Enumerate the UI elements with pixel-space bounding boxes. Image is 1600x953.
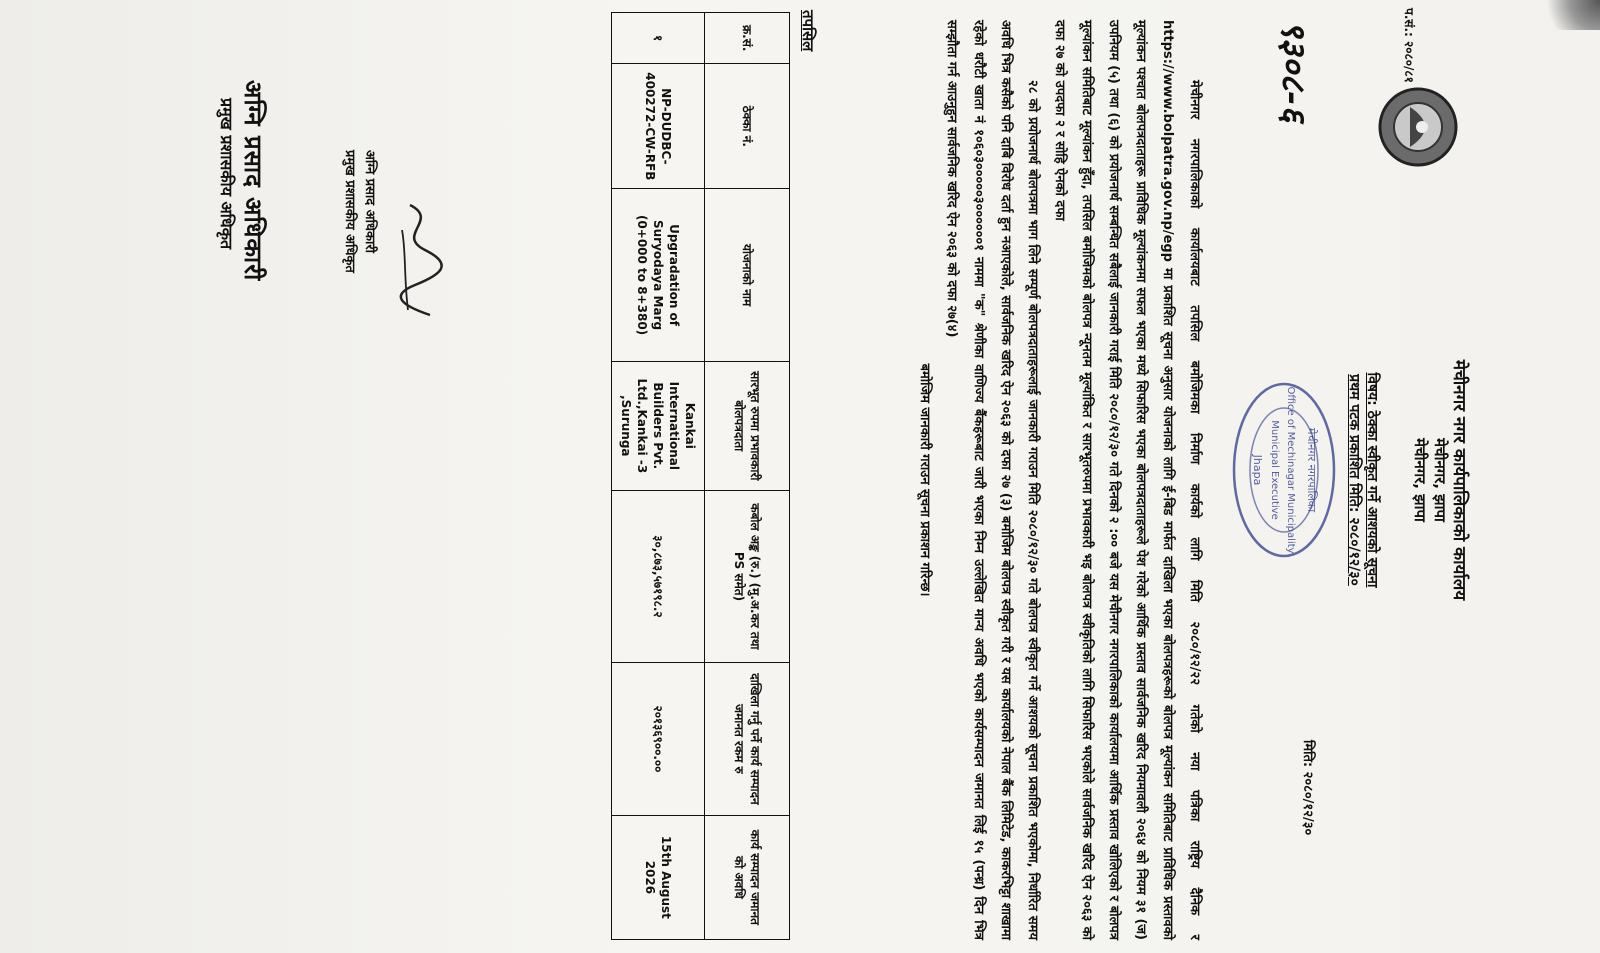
body-paragraph-2: २८ को प्रयोजनार्थ बोलपत्रमा भाग लिने सम्पूर्ण बोलपत्रदाताहरूलाई जानकारी गराउन मिति २०८०/१२/३० गते बोलपत्र स्वीकृत गर्ने आशयको सूचना प्रकाशित भएकोमा, निर्धारित समय अवधि भित्र कसैको पनि दाबि विरोध दर्ता हुन नआएकोले, सार्वजनिक खरिद ऐन २०६३ को दफा २७ (३) बमोजिम बोलपत्र स्वीकृत गरी र यस कार्यालयको नेपाल बैंक लिमिटेड, काकरभिट्टा शाखामा रहेको धरौटी खाता नं १०६०३०००००३००००००१ नाममा "क" श्रेणीका वाणिज्य बैंकहरूबाट जारी भएका निम्न उल्लेखित मान्य अवधि भएको कार्यसम्पादन जमानत लिई १५ (पन्ध्र) दिन भित्र सम्झौता गर्न आउनुहुन सार्वजनिक खरिद ऐन २०६३ को दफा २७(४) bbox=[944, 20, 1040, 940]
signature-icon bbox=[390, 200, 450, 320]
stamp-title: प्रमुख प्रशासकीय अधिकृत bbox=[217, 98, 236, 250]
tender-table bbox=[611, 12, 790, 940]
stamp-name: अग्नि प्रसाद अधिकारी bbox=[239, 80, 267, 282]
cell-sn: १ bbox=[612, 13, 705, 64]
header-contract-no: ठेक्का नं. bbox=[705, 64, 790, 189]
publication-date-line: प्रथम पटक प्रकाशित मिति: २०८०/१२/३० bbox=[1346, 374, 1362, 586]
seal-line-4: Jhapa bbox=[1251, 454, 1264, 486]
header-sn: क्र.सं. bbox=[705, 13, 790, 64]
header-project-name: योजनाको नाम bbox=[705, 189, 790, 361]
table-title: तपसिल bbox=[799, 10, 817, 52]
body-paragraph-1: मेचीनगर नगरपालिकाको कार्यालयबाट तपसिल बमोजिमका निर्माण कार्यको लागि मिति २०८०/१२/२२ गतेको नया पत्रिका राष्ट्रिय दैनिक र https://www.bolpatra.gov.np/egp मा प्रकाशित सूचना अनुसार योजनाको लागि ई-बिड मार्फत दाखिला भएका बोलपत्रहरूको बोलपत्र मूल्यांकन समितिबाट प्राविधिक प्रस्तावको मूल्यांकन पश्चात बोलपत्रदाताहरू प्राविधिक मूल्यांकनमा सफल भएका मध्ये सिफारिस भएका बोलपत्रदाताहरूले पेश गरेको आर्थिक प्रस्ताव सार्वजनिक खरिद नियमावली २०६४ को नियम ३१ (ज) उपनियम (५) तथा (६) को प्रयोजनार्थ सम्बन्धित सबैलाई जानकारी गराई मिति २०८०/१२/३० गते दिनको २ :०० बजे यस मेचीनगर नगरपालिकाको कार्यालयमा आर्थिक प्रस्ताव खोलिएको र बोलपत्र मूल्यांकन समितिबाट मूल्यांकन हुँदा, तपसिल बमोजिमको बोलपत्र न्यूनतम मूल्यांकित र सारभूतरुपमा प्रभावकारी भइ बोलपत्र स्वीकृतिको लागि सिफारिस भएकोले सार्वजनिक खरिद ऐन २०६३ को दफा २७ को उपदफा २ र सोहि ऐनको दफा bbox=[1052, 20, 1202, 940]
signatory-name: अग्नि प्रसाद अधिकारी bbox=[362, 150, 377, 254]
seal-line-3: Municipal Executive bbox=[1269, 420, 1280, 520]
reference-number: प.सं.: २०८०/८१ bbox=[1402, 8, 1416, 83]
office-location: मेचीनगर, झापा bbox=[1411, 438, 1429, 522]
body-closing: बमोजिम जानकारी गराउन सूचना प्रकाशन गरिन्छ। bbox=[917, 363, 932, 597]
cell-project-name: Upgradation of Suryodaya Marg (0+000 to 8+380) bbox=[612, 189, 705, 361]
cell-bid-amount: ३०,८७३,५७१९८.२ bbox=[612, 490, 705, 662]
seal-line-2: Office of Mechinagar Municipality bbox=[1285, 386, 1296, 554]
signatory-title: प्रमुख प्रशासकीय अधिकृत bbox=[342, 150, 357, 273]
table-row bbox=[612, 13, 705, 940]
cell-validity: 15th August 2026 bbox=[612, 815, 705, 939]
office-name: मेचीनगर नगर कार्यपालिकाको कार्यालय bbox=[1449, 359, 1469, 601]
notice-body bbox=[911, 20, 1208, 940]
office-subtitle: मेचीनगर, झापा bbox=[1431, 438, 1449, 522]
header-security-amount: दाखिला गर्नु पर्ने कार्य सम्पादन जमानत रकम रु bbox=[705, 663, 790, 816]
handwritten-number: ९३०८-६ bbox=[1273, 20, 1313, 123]
cell-contract-no: NP-DUDBC-400272-CW-RFB bbox=[612, 64, 705, 189]
office-seal-icon bbox=[1230, 380, 1338, 560]
seal-line-1: मेचीनगर नगरपालिका bbox=[1305, 427, 1318, 513]
municipality-logo-icon bbox=[1376, 85, 1460, 169]
table-header-row bbox=[705, 13, 790, 940]
header-validity: कार्य सम्पादन जमानत को अवधि bbox=[705, 815, 790, 939]
cell-security-amount: २०१३६९००.०० bbox=[612, 663, 705, 816]
header-bidder: सारभूत रुपमा प्रभावकारी बोलपत्रदाता bbox=[705, 361, 790, 490]
notice-subject: विषय: ठेक्का स्वीकृत गर्ने आशयको सूचना bbox=[1364, 372, 1380, 588]
header-bid-amount: कबोल अङ्क (रु.) (मु.अ.कर तथा PS समेत) bbox=[705, 490, 790, 662]
cell-bidder: Kankai International Builders Pvt. Ltd.,Kankai -3 ,Surunga bbox=[612, 361, 705, 490]
notice-date: मिति: २०८०/१२/३० bbox=[1300, 740, 1315, 836]
